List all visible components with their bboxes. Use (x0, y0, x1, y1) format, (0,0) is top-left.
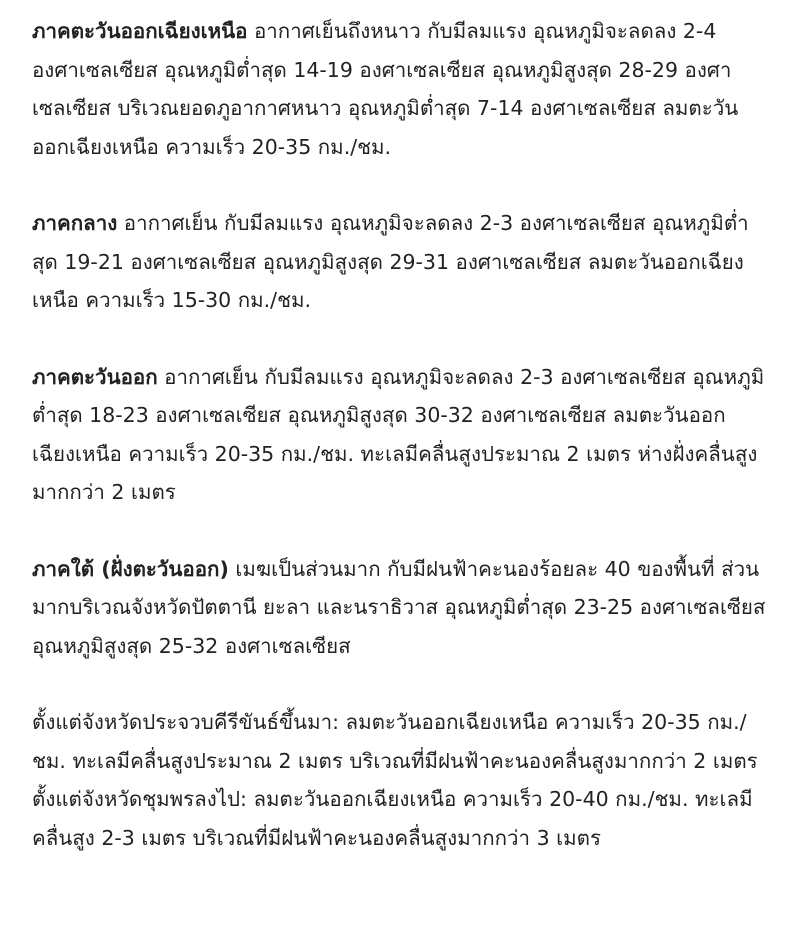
forecast-text: อากาศเย็น กับมีลมแรง อุณหภูมิจะลดลง 2-3 องศาเซลเซียส อุณหภูมิต่ำสุด 18-23 องศาเซลเซียส อุณหภูมิสูงสุด 30-32 องศาเซลเซียส ลมตะวันออกเฉียงเหนือ ความเร็ว 20-35 กม./ชม. ทะเลมีคลื่นสูงประมาณ 2 เมตร ห่างฝั่งคลื่นสูงมากกว่า 2 เมตร (32, 364, 765, 504)
forecast-sea-conditions (32, 703, 768, 857)
forecast-northeast (32, 12, 768, 166)
region-heading: ภาคตะวันออกเฉียงเหนือ (32, 19, 248, 43)
forecast-text: อากาศเย็น กับมีลมแรง อุณหภูมิจะลดลง 2-3 องศาเซลเซียส อุณหภูมิต่ำสุด 19-21 องศาเซลเซียส อุณหภูมิสูงสุด 29-31 องศาเซลเซียส ลมตะวันออกเฉียงเหนือ ความเร็ว 15-30 กม./ชม. (32, 211, 749, 312)
forecast-text: ตั้งแต่จังหวัดประจวบคีรีขันธ์ขึ้นมา: ลมตะวันออกเฉียงเหนือ ความเร็ว 20-35 กม./ชม. ทะเลมีคลื่นสูงประมาณ 2 เมตร บริเวณที่มีฝนฟ้าคะนองคลื่นสูงมากกว่า 2 เมตร ตั้งแต่จังหวัดชุมพรลงไป: ลมตะวันออกเฉียงเหนือ ความเร็ว 20-40 กม./ชม. ทะเลมีคลื่นสูง 2-3 เมตร บริเวณที่มีฝนฟ้าคะนองคลื่นสูงมากกว่า 3 เมตร (32, 710, 758, 850)
forecast-central (32, 204, 768, 320)
forecast-text: เมฆเป็นส่วนมาก กับมีฝนฟ้าคะนองร้อยละ 40 ของพื้นที่ ส่วนมากบริเวณจังหวัดปัตตานี ยะลา และนราธิวาส อุณหภูมิต่ำสุด 23-25 องศาเซลเซียส อุณหภูมิสูงสุด 25-32 องศาเซลเซียส (32, 556, 766, 658)
forecast-text: อากาศเย็นถึงหนาว กับมีลมแรง อุณหภูมิจะลดลง 2-4 องศาเซลเซียส อุณหภูมิต่ำสุด 14-19 องศาเซลเซียส อุณหภูมิสูงสุด 28-29 องศาเซลเซียส บริเวณยอดภูอากาศหนาว อุณหภูมิต่ำสุด 7-14 องศาเซลเซียส ลมตะวันออกเฉียงเหนือ ความเร็ว 20-35 กม./ชม. (32, 19, 739, 159)
region-heading: ภาคกลาง (32, 211, 118, 235)
region-heading: ภาคตะวันออก (32, 364, 158, 389)
region-heading: ภาคใต้ (ฝั่งตะวันออก) (32, 556, 229, 581)
forecast-east (32, 358, 768, 512)
forecast-south-east-coast (32, 550, 768, 666)
